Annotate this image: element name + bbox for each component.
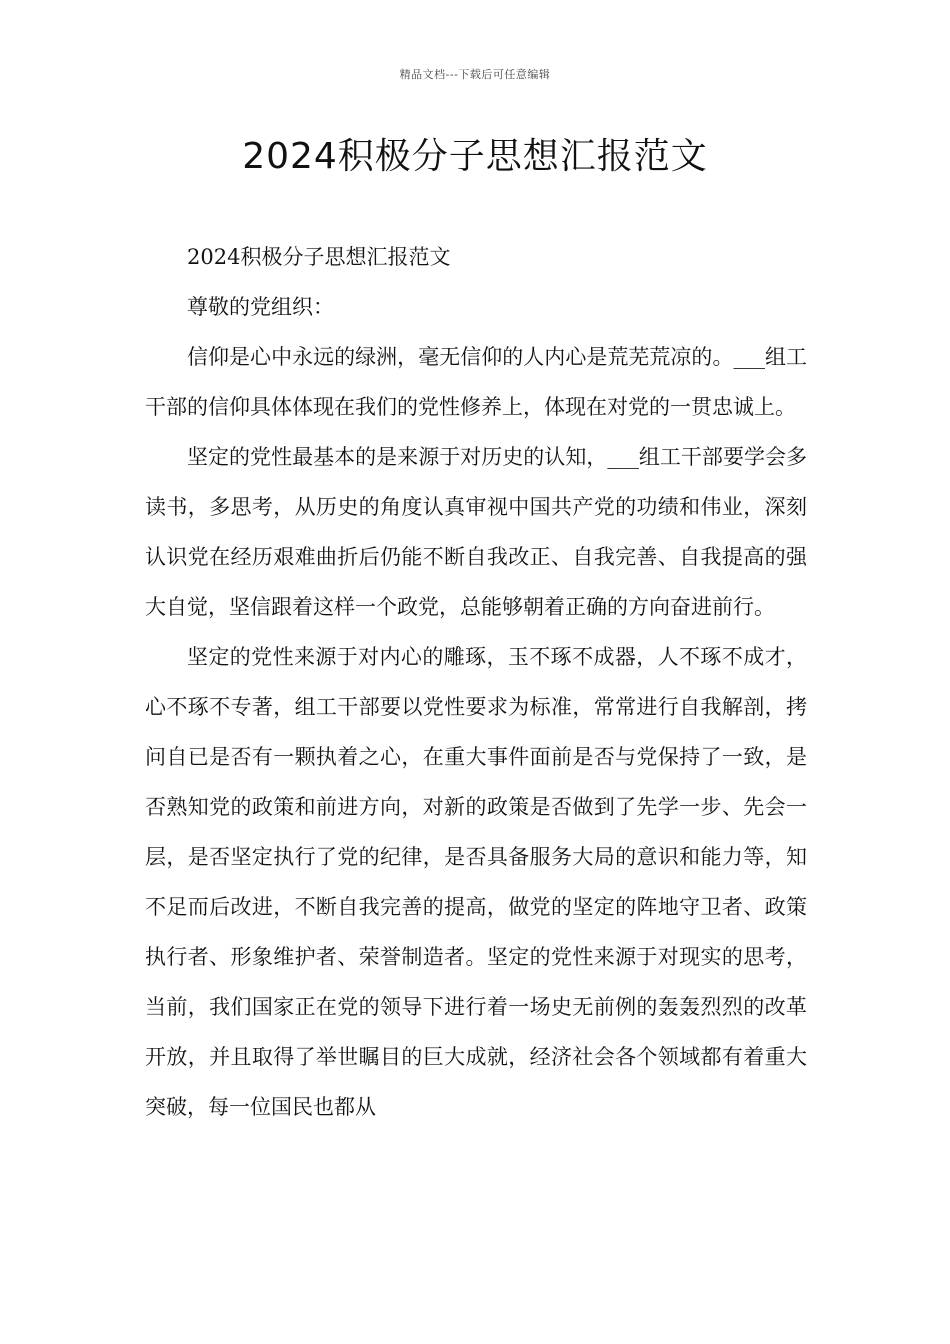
header-note: 精品文档---下载后可任意编辑 [399, 68, 551, 81]
paragraph-salutation: 尊敬的党组织： [187, 295, 334, 319]
paragraph: 坚定的党性最基本的是来源于对历史的认知，___组工干部要学会多读书，多思考，从历史的角度认真审视中国共产党的功绩和伟业，深刻认识党在经历艰难曲折后仍能不断自我改正、自我完善、自我提高的强大自觉，坚信跟着这样一个政党，总能够朝着正确的方向奋进前行。 [145, 445, 807, 619]
paragraph-subtitle: 2024积极分子思想汇报范文 [187, 245, 451, 269]
paragraph: 坚定的党性来源于对内心的雕琢，玉不琢不成器，人不琢不成才，心不琢不专著，组工干部要以党性要求为标准，常常进行自我解剖，拷问自已是否有一颗执着之心，在重大事件面前是否与党保持了一致，是否熟知党的政策和前进方向，对新的政策是否做到了先学一步、先会一层，是否坚定执行了党的纪律，是否具备服务大局的意识和能力等，知不足而后改进，不断自我完善的提高，做党的坚定的阵地守卫者、政策执行者、形象维护者、荣誉制造者。坚定的党性来源于对现实的思考，当前，我们国家正在党的领导下进行着一场史无前例的轰轰烈烈的改革开放，并且取得了举世瞩目的巨大成就，经济社会各个领域都有着重大突破，每一位国民也都从 [145, 645, 807, 1119]
document-title: 2024积极分子思想汇报范文 [242, 136, 708, 177]
paragraph: 信仰是心中永远的绿洲，毫无信仰的人内心是荒芜荒凉的。___组工干部的信仰具体体现在我们的党性修养上，体现在对党的一贯忠诚上。 [145, 345, 807, 419]
document-body [145, 232, 807, 1132]
